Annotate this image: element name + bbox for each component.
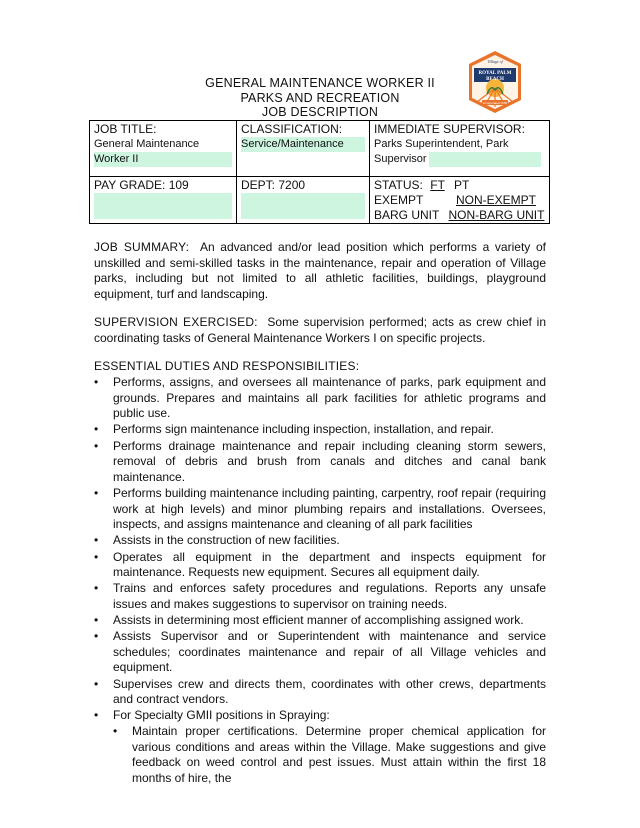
supervisor-cell bbox=[370, 121, 550, 177]
svg-text:ROYAL PALM: ROYAL PALM bbox=[478, 71, 512, 76]
spraying-heading: For Specialty GMII positions in Spraying: bbox=[113, 708, 330, 723]
job-summary-label: JOB SUMMARY: bbox=[94, 240, 190, 254]
list-item: • Assists in determining most efficient manner of accomplishing assigned work. bbox=[94, 613, 546, 629]
supervisor-value-line1: Parks Superintendent, Park bbox=[374, 138, 509, 150]
svg-text:BEACH: BEACH bbox=[486, 77, 504, 82]
list-item: • Assists in the construction of new facilities. bbox=[94, 533, 546, 549]
job-title-cell bbox=[90, 121, 237, 177]
svg-text:Incorporated 1959: Incorporated 1959 bbox=[482, 101, 508, 105]
duties-list bbox=[94, 375, 546, 787]
job-title-value-line1: General Maintenance bbox=[94, 138, 200, 150]
non-exempt-label: NON-EXEMPT bbox=[456, 193, 537, 207]
status-pt: PT bbox=[454, 178, 470, 192]
list-item: • Trains and enforces safety procedures and regulations. Reports any unsafe issues and makes suggestions to supervisor on training needs. bbox=[94, 581, 546, 612]
pay-grade-fill bbox=[94, 193, 232, 219]
list-item: • Performs, assigns, and oversees all maintenance of parks, park equipment and grounds. Prepares and maintains all park facilities for athletic programs and public use. bbox=[94, 375, 546, 422]
list-item: • Supervises crew and directs them, coordinates with other crews, departments and contract vendors. bbox=[94, 677, 546, 708]
header-department: PARKS AND RECREATION bbox=[240, 90, 400, 105]
list-item: • Performs building maintenance including painting, carpentry, roof repair (requiring work at high levels) and minor plumbing repairs and installations. Oversees, inspects, and assigns maintenance and cleaning of all park facilities bbox=[94, 486, 546, 533]
list-item: • Assists Supervisor and or Superintendent with maintenance and service schedules; coordinates maintenance and repair of all Village vehicles and equipment. bbox=[94, 629, 546, 676]
status-ft: FT bbox=[430, 178, 445, 192]
pay-grade-label: PAY GRADE: 109 bbox=[94, 178, 189, 192]
supervisor-fill bbox=[429, 152, 541, 167]
document-header bbox=[150, 76, 490, 120]
duties-heading: ESSENTIAL DUTIES AND RESPONSIBILITIES: bbox=[94, 359, 360, 373]
dept-label: DEPT: 7200 bbox=[241, 178, 306, 192]
supervision-text: Some supervision performed; acts as crew chief in coordinating tasks of General Maintenance Workers I on specific projects. bbox=[94, 315, 546, 345]
job-title-label: JOB TITLE: bbox=[94, 122, 157, 136]
supervisor-label: IMMEDIATE SUPERVISOR: bbox=[374, 122, 525, 136]
list-item: • Performs sign maintenance including inspection, installation, and repair. bbox=[94, 422, 546, 438]
spraying-sublist bbox=[113, 724, 546, 786]
classification-label: CLASSIFICATION: bbox=[241, 122, 343, 136]
header-title: GENERAL MAINTENANCE WORKER II bbox=[205, 76, 435, 90]
job-summary bbox=[94, 240, 546, 302]
non-barg-unit-label: NON-BARG UNIT bbox=[448, 208, 545, 222]
barg-unit-label: BARG UNIT bbox=[374, 208, 440, 222]
status-cell bbox=[370, 177, 550, 224]
header-doc-type: JOB DESCRIPTION bbox=[261, 105, 379, 119]
svg-text:Village of: Village of bbox=[487, 59, 503, 64]
list-item bbox=[94, 708, 546, 786]
supervisor-value-line2: Supervisor bbox=[374, 153, 427, 165]
job-title-value-line2: Worker II bbox=[94, 152, 232, 167]
classification-cell bbox=[237, 121, 370, 177]
exempt-label: EXEMPT bbox=[374, 193, 424, 207]
supervision-exercised bbox=[94, 315, 546, 346]
supervision-label: SUPERVISION EXERCISED: bbox=[94, 315, 258, 329]
job-info-table bbox=[89, 120, 550, 224]
sub-list-item: • Maintain proper certifications. Determine proper chemical application for various conditions and areas within the Village. Make suggestions and give feedback on weed control and pest issues. Must attain within the first 18 months of hire, the bbox=[113, 724, 546, 786]
village-seal-logo bbox=[463, 50, 527, 114]
list-item: • Performs drainage maintenance and repair including cleaning storm sewers, removal of debris and brush from canals and ditches and canal bank maintenance. bbox=[94, 439, 546, 486]
status-label: STATUS: bbox=[374, 178, 423, 192]
job-summary-text: An advanced and/or lead position which performs a variety of unskilled and semi-skilled tasks in the maintenance, repair and operation of Village parks, including but not limited to all athletic facilities, buildings, playground equipment, turf and landscaping. bbox=[94, 240, 546, 301]
list-item: • Operates all equipment in the department and inspects equipment for maintenance. Requests new equipment. Secures all equipment daily. bbox=[94, 550, 546, 581]
pay-grade-cell bbox=[90, 177, 237, 224]
dept-cell bbox=[237, 177, 370, 224]
dept-fill bbox=[241, 193, 365, 219]
classification-value: Service/Maintenance bbox=[241, 137, 365, 152]
